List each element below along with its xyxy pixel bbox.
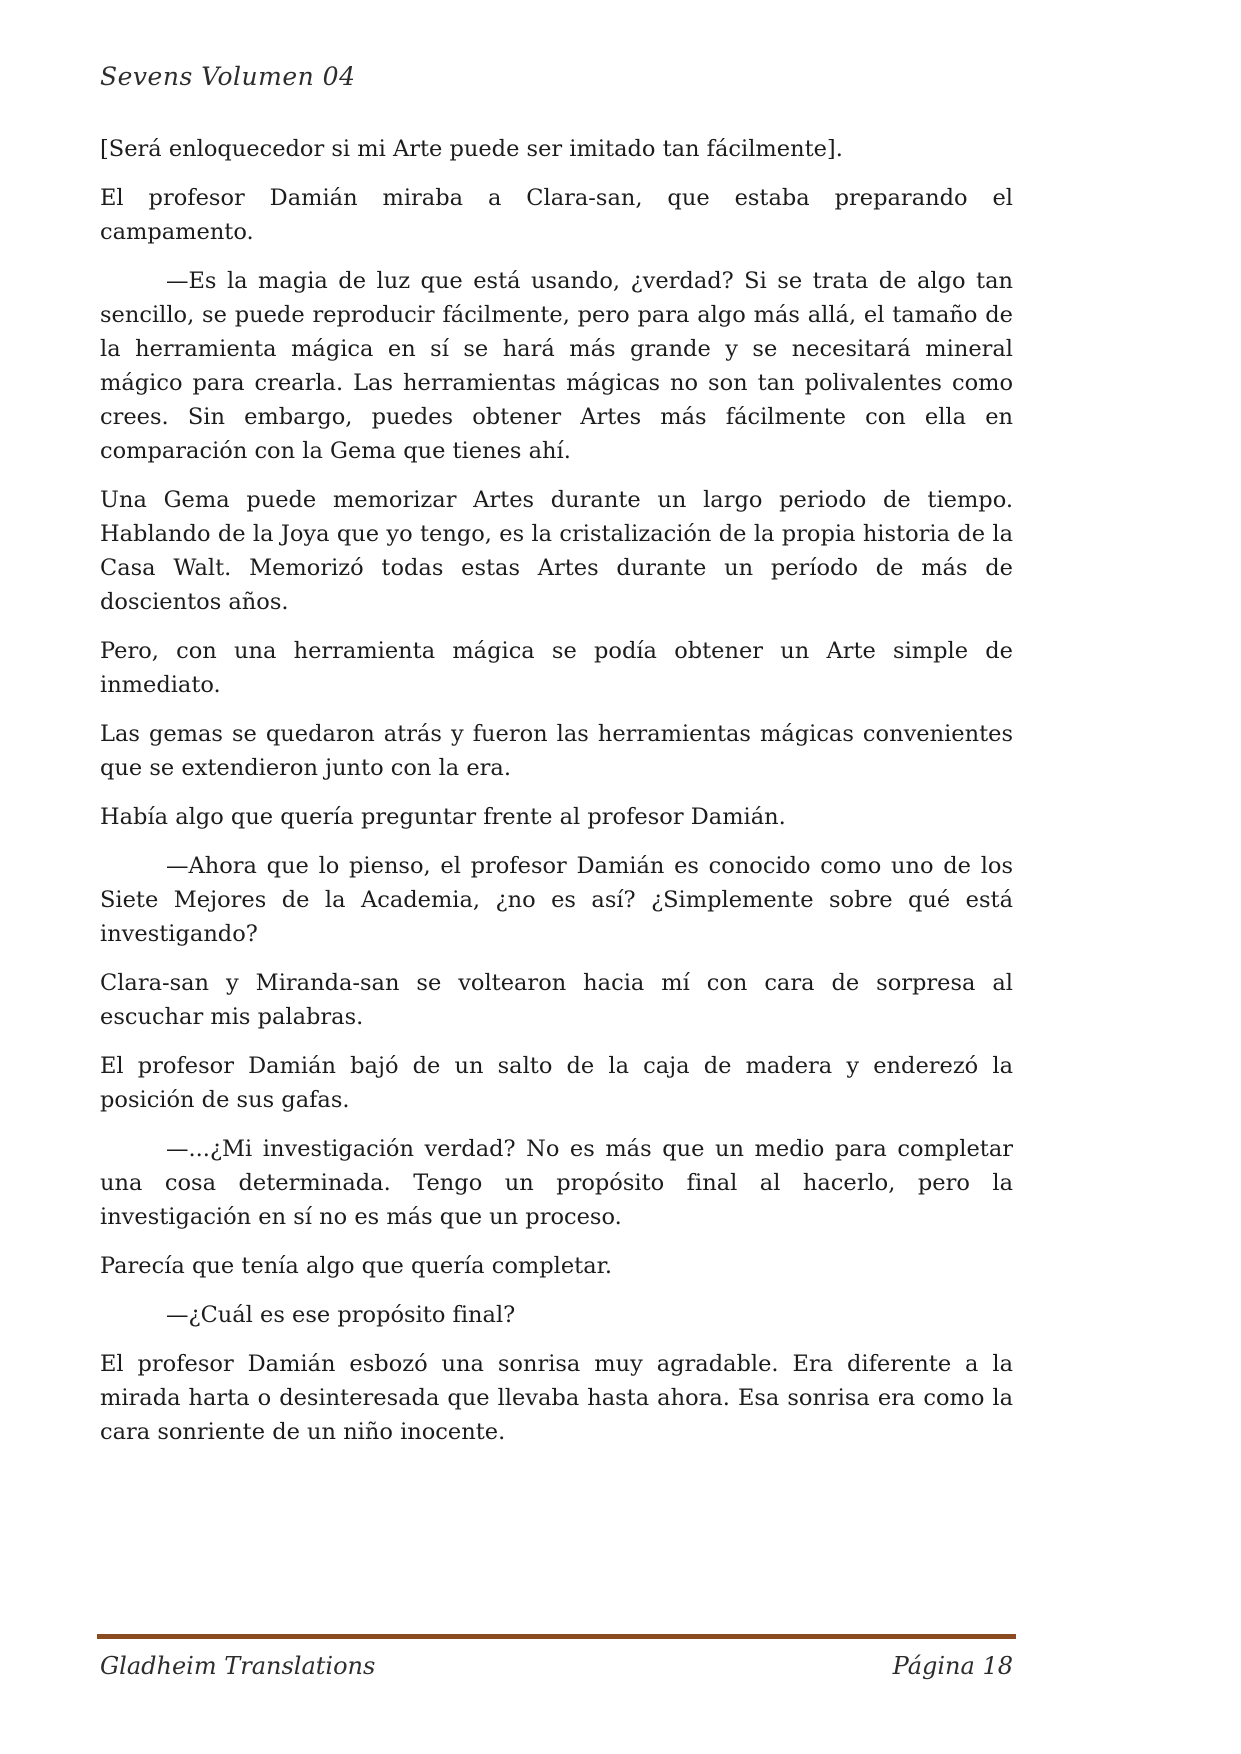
dialogue-paragraph: —Es la magia de luz que está usando, ¿verdad? Si se trata de algo tan sencillo, se puede reproducir fácilmente, pero para algo más allá, el tamaño de la herramienta mágica en sí se hará más grande y se necesitará mineral mágico para crearla. Las herramientas mágicas no son tan polivalentes como crees. Sin embargo, puedes obtener Artes más fácilmente con ella en comparación con la Gema que tienes ahí. [100, 268, 1013, 464]
paragraph: Parecía que tenía algo que quería completar. [100, 1253, 613, 1279]
footer-translator-credit: Gladheim Translations [100, 1652, 376, 1680]
paragraph: Pero, con una herramienta mágica se podía obtener un Arte simple de inmediato. [100, 638, 1013, 698]
page-header-title: Sevens Volumen 04 [100, 62, 356, 91]
footer-divider-rule [97, 1634, 1016, 1639]
paragraph: El profesor Damián esbozó una sonrisa muy agradable. Era diferente a la mirada harta o desinteresada que llevaba hasta ahora. Esa sonrisa era como la cara sonriente de un niño inocente. [100, 1351, 1013, 1445]
page-footer [100, 1652, 1013, 1680]
paragraph: [Será enloquecedor si mi Arte puede ser imitado tan fácilmente]. [100, 136, 843, 162]
paragraph: Clara-san y Miranda-san se voltearon hacia mí con cara de sorpresa al escuchar mis palabras. [100, 970, 1013, 1030]
paragraph: Había algo que quería preguntar frente al profesor Damián. [100, 804, 786, 830]
paragraph: Una Gema puede memorizar Artes durante un largo periodo de tiempo. Hablando de la Joya que yo tengo, es la cristalización de la propia historia de la Casa Walt. Memorizó todas estas Artes durante un período de más de doscientos años. [100, 487, 1013, 615]
footer-page-number: Página 18 [892, 1652, 1013, 1680]
paragraph: El profesor Damián bajó de un salto de la caja de madera y enderezó la posición de sus gafas. [100, 1053, 1013, 1113]
dialogue-paragraph: —Ahora que lo pienso, el profesor Damián es conocido como uno de los Siete Mejores de la Academia, ¿no es así? ¿Simplemente sobre qué está investigando? [100, 853, 1013, 947]
dialogue-paragraph: —¿Cuál es ese propósito final? [166, 1302, 516, 1328]
paragraph: Las gemas se quedaron atrás y fueron las herramientas mágicas convenientes que se extendieron junto con la era. [100, 721, 1013, 781]
paragraph: El profesor Damián miraba a Clara-san, que estaba preparando el campamento. [100, 185, 1013, 245]
paragraphs [100, 132, 1013, 1464]
dialogue-paragraph: —...¿Mi investigación verdad? No es más que un medio para completar una cosa determinada. Tengo un propósito final al hacerlo, pero la investigación en sí no es más que un proceso. [100, 1136, 1013, 1230]
